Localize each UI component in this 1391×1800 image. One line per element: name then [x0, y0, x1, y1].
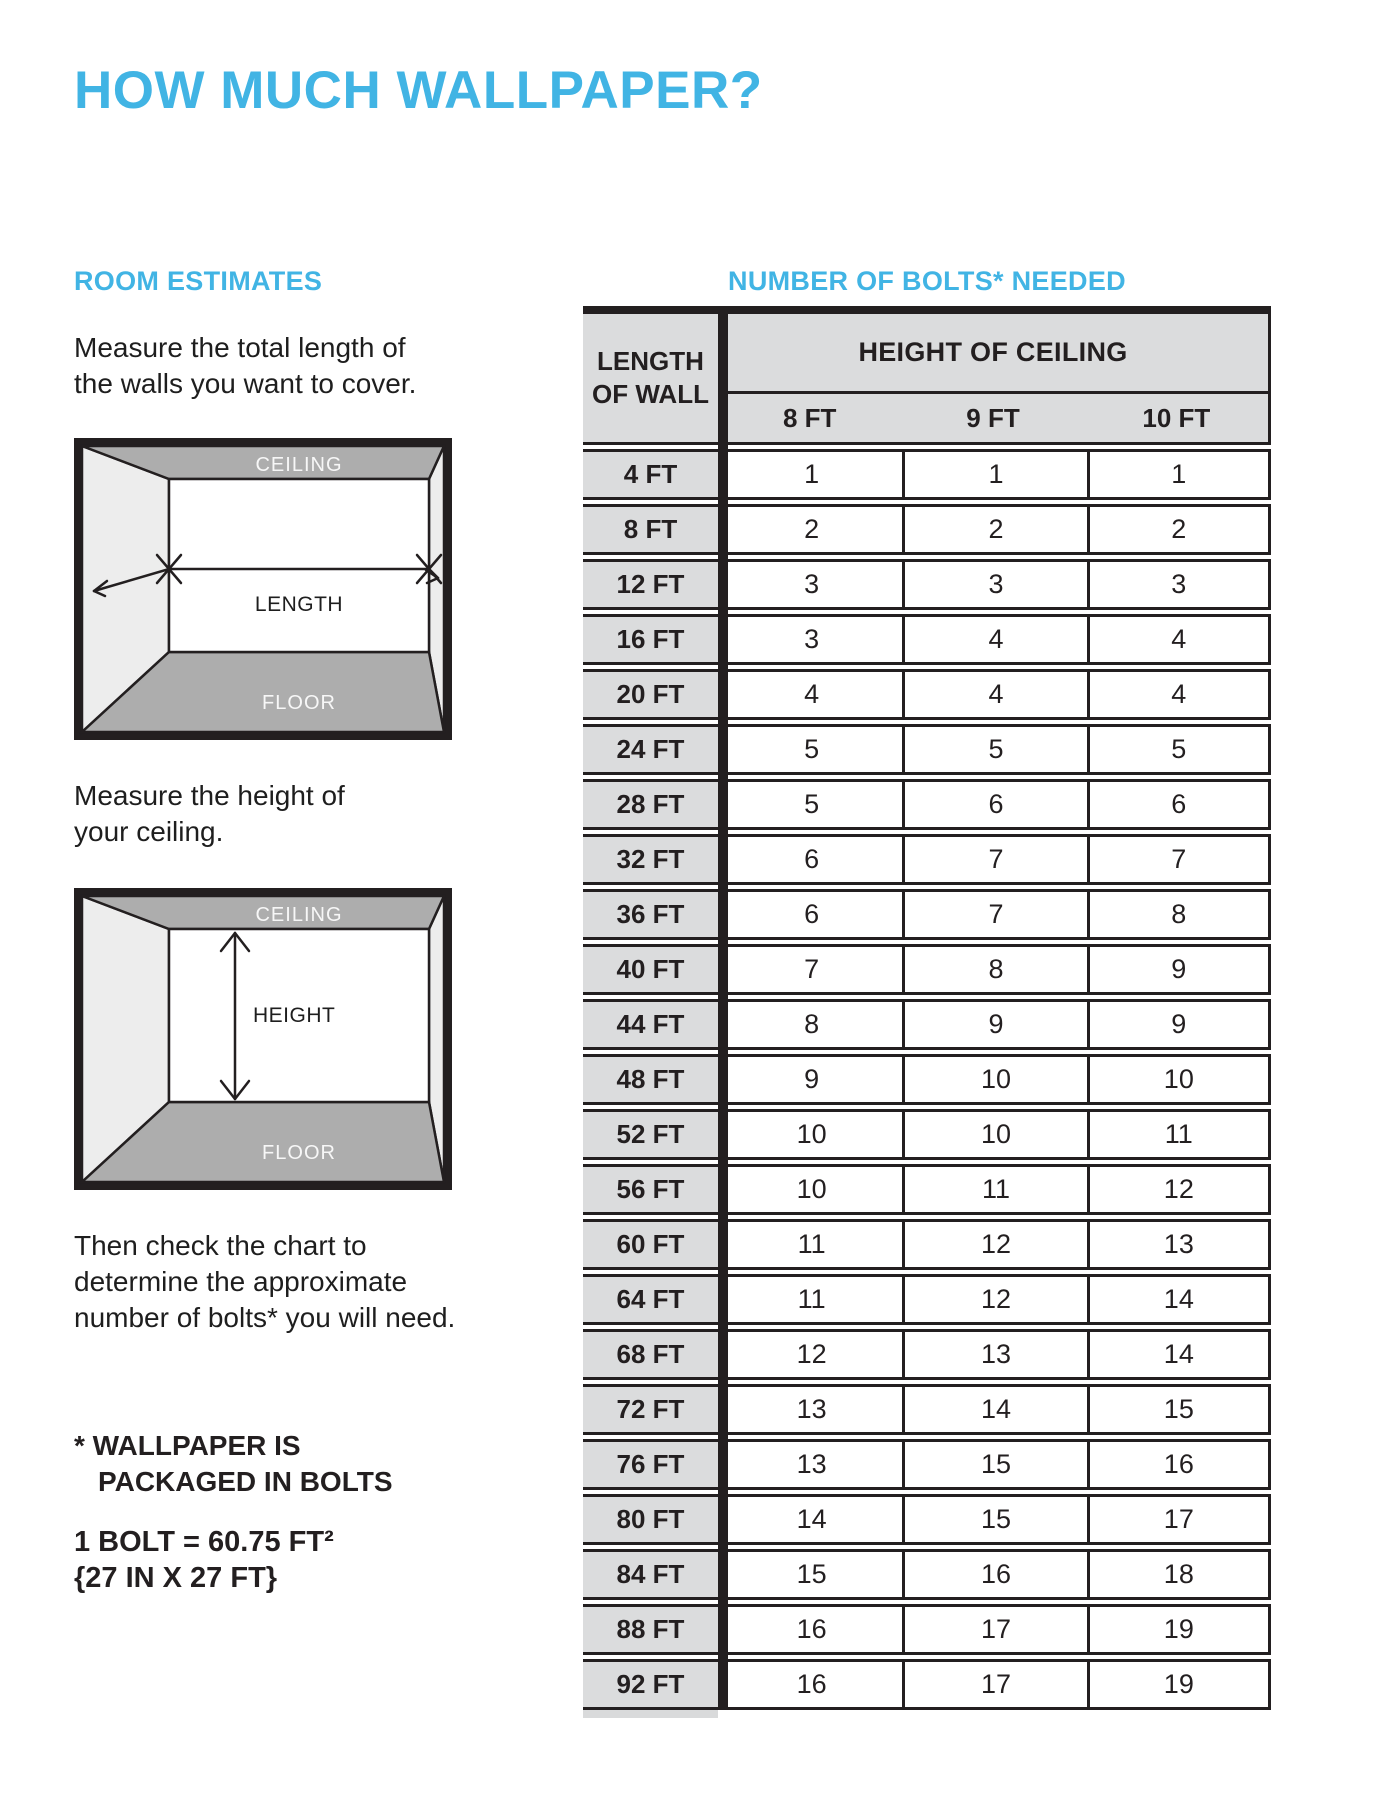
wall-length-label: 16 FT	[583, 617, 718, 662]
bolt-count-cell: 4	[902, 617, 1086, 662]
bolt-count-cell: 14	[718, 1497, 902, 1542]
table-row	[583, 1329, 1271, 1380]
bolt-count-cell: 2	[902, 507, 1086, 552]
wall-length-label: 92 FT	[583, 1662, 718, 1707]
bolt-count-cell: 17	[1087, 1497, 1271, 1542]
table-rows	[583, 449, 1271, 1710]
bolt-count-cell: 19	[1087, 1662, 1271, 1707]
bolt-footnote: * WALLPAPER IS PACKAGED IN BOLTS	[74, 1430, 393, 1497]
table-row	[583, 449, 1271, 500]
bolt-count-cell: 10	[718, 1112, 902, 1157]
bolt-count-cell: 14	[1087, 1277, 1271, 1322]
wall-length-label: 72 FT	[583, 1387, 718, 1432]
height-of-ceiling-header: HEIGHT OF CEILING	[718, 314, 1271, 394]
bolt-count-cell: 2	[1087, 507, 1271, 552]
bolt-count-cell: 16	[718, 1662, 902, 1707]
bolt-count-cell: 1	[718, 452, 902, 497]
page-title: HOW MUCH WALLPAPER?	[74, 61, 763, 120]
table-row	[583, 834, 1271, 885]
bolt-count-cell: 8	[718, 1002, 902, 1047]
table-row	[583, 559, 1271, 610]
bolt-count-cell: 8	[902, 947, 1086, 992]
bolt-count-cell: 12	[718, 1332, 902, 1377]
table-row	[583, 1659, 1271, 1710]
bolt-count-cell: 7	[1087, 837, 1271, 882]
bolt-count-cell: 9	[902, 1002, 1086, 1047]
bolt-count-cell: 9	[1087, 947, 1271, 992]
wall-length-label: 60 FT	[583, 1222, 718, 1267]
bolt-count-cell: 15	[1087, 1387, 1271, 1432]
room-estimates-heading: ROOM ESTIMATES	[74, 266, 323, 296]
bolt-formula: 1 BOLT = 60.75 FT²	[74, 1526, 334, 1558]
ceiling-label: CEILING	[255, 454, 343, 476]
bolt-count-cell: 14	[1087, 1332, 1271, 1377]
floor-label: FLOOR	[262, 1142, 336, 1164]
table-row	[583, 1384, 1271, 1435]
wall-length-label: 48 FT	[583, 1057, 718, 1102]
table-thick-divider	[718, 306, 728, 1710]
bolt-count-cell: 8	[1087, 892, 1271, 937]
wall-length-label: 84 FT	[583, 1552, 718, 1597]
table-row	[583, 999, 1271, 1050]
table-top-border	[583, 306, 1271, 314]
bolt-count-cell: 6	[718, 837, 902, 882]
wall-length-label: 24 FT	[583, 727, 718, 772]
wall-length-label: 32 FT	[583, 837, 718, 882]
bolt-count-cell: 10	[902, 1112, 1086, 1157]
bolt-count-cell: 6	[718, 892, 902, 937]
height-label: HEIGHT	[253, 1004, 336, 1027]
bolt-count-cell: 3	[718, 562, 902, 607]
wall-length-label: 88 FT	[583, 1607, 718, 1652]
table-row	[583, 669, 1271, 720]
table-row	[583, 1274, 1271, 1325]
bolt-count-cell: 9	[1087, 1002, 1271, 1047]
bolt-count-cell: 4	[1087, 617, 1271, 662]
bolt-count-cell: 7	[902, 837, 1086, 882]
bolt-count-cell: 10	[902, 1057, 1086, 1102]
bolts-needed-heading: NUMBER OF BOLTS* NEEDED	[728, 266, 1126, 296]
bolt-count-cell: 15	[902, 1442, 1086, 1487]
wall-length-label: 4 FT	[583, 452, 718, 497]
room-height-diagram	[74, 888, 452, 1190]
bolt-count-cell: 2	[718, 507, 902, 552]
bolt-count-cell: 5	[718, 782, 902, 827]
bolt-count-cell: 11	[902, 1167, 1086, 1212]
table-row	[583, 1439, 1271, 1490]
bolt-count-cell: 13	[718, 1442, 902, 1487]
bolt-count-cell: 5	[1087, 727, 1271, 772]
table-row	[583, 1054, 1271, 1105]
wall-length-label: 80 FT	[583, 1497, 718, 1542]
wall-length-label: 64 FT	[583, 1277, 718, 1322]
bolt-count-cell: 5	[902, 727, 1086, 772]
bolt-count-cell: 19	[1087, 1607, 1271, 1652]
bolt-count-cell: 13	[902, 1332, 1086, 1377]
bolt-count-cell: 6	[902, 782, 1086, 827]
wall-length-label: 56 FT	[583, 1167, 718, 1212]
wall-length-label: 68 FT	[583, 1332, 718, 1377]
table-header	[583, 314, 1271, 445]
check-chart-instruction: Then check the chart to determine the approximate number of bolts* you will need.	[74, 1230, 456, 1333]
ceiling-height-columns	[718, 394, 1271, 445]
table-row	[583, 944, 1271, 995]
bolt-count-cell: 14	[902, 1387, 1086, 1432]
bolt-count-cell: 16	[902, 1552, 1086, 1597]
bolt-count-cell: 17	[902, 1662, 1086, 1707]
wall-length-label: 76 FT	[583, 1442, 718, 1487]
bolt-count-cell: 9	[718, 1057, 902, 1102]
bolt-size-info	[74, 1524, 334, 1596]
length-of-wall-header: LENGTH OF WALL	[583, 314, 718, 445]
bolt-count-cell: 12	[902, 1222, 1086, 1267]
bolt-count-cell: 7	[902, 892, 1086, 937]
table-row	[583, 1109, 1271, 1160]
measure-height-instruction: Measure the height of your ceiling.	[74, 780, 345, 847]
wall-length-label: 52 FT	[583, 1112, 718, 1157]
bolt-count-cell: 15	[718, 1552, 902, 1597]
bolt-count-cell: 11	[718, 1277, 902, 1322]
ceiling-height-column-header: 9 FT	[966, 402, 1020, 433]
table-row	[583, 614, 1271, 665]
bolt-count-cell: 13	[718, 1387, 902, 1432]
wall-length-label: 44 FT	[583, 1002, 718, 1047]
table-row	[583, 1494, 1271, 1545]
bolt-count-cell: 4	[718, 672, 902, 717]
ceiling-label: CEILING	[255, 904, 343, 926]
bolt-count-cell: 11	[718, 1222, 902, 1267]
ceiling-height-column-header: 8 FT	[782, 402, 837, 433]
bolt-count-cell: 4	[902, 672, 1086, 717]
length-label: LENGTH	[254, 593, 344, 616]
room-length-diagram	[74, 438, 452, 740]
bolt-count-cell: 7	[718, 947, 902, 992]
table-row	[583, 724, 1271, 775]
bolt-count-cell: 4	[1087, 672, 1271, 717]
wall-length-label: 40 FT	[583, 947, 718, 992]
wall-length-label: 36 FT	[583, 892, 718, 937]
wall-length-label: 28 FT	[583, 782, 718, 827]
table-row	[583, 504, 1271, 555]
bolt-count-cell: 12	[902, 1277, 1086, 1322]
bolts-table	[583, 306, 1271, 1718]
table-row	[583, 889, 1271, 940]
bolt-count-cell: 11	[1087, 1112, 1271, 1157]
bolt-count-cell: 15	[902, 1497, 1086, 1542]
ceiling-height-column-header: 10 FT	[1142, 402, 1211, 433]
back-wall	[169, 479, 429, 652]
bolt-count-cell: 3	[1087, 562, 1271, 607]
floor-label: FLOOR	[262, 692, 336, 714]
table-row	[583, 1219, 1271, 1270]
bolt-count-cell: 3	[718, 617, 902, 662]
bolt-count-cell: 13	[1087, 1222, 1271, 1267]
bolt-count-cell: 16	[1087, 1442, 1271, 1487]
bolt-count-cell: 18	[1087, 1552, 1271, 1597]
bolt-count-cell: 10	[718, 1167, 902, 1212]
bolt-count-cell: 5	[718, 727, 902, 772]
bolt-count-cell: 1	[1087, 452, 1271, 497]
table-row	[583, 1164, 1271, 1215]
wall-length-label: 8 FT	[583, 507, 718, 552]
bolt-count-cell: 3	[902, 562, 1086, 607]
bolt-count-cell: 6	[1087, 782, 1271, 827]
table-footer-tab	[583, 1710, 718, 1718]
table-row	[583, 779, 1271, 830]
table-row	[583, 1549, 1271, 1600]
bolt-count-cell: 10	[1087, 1057, 1271, 1102]
bolt-dimensions: {27 IN X 27 FT}	[74, 1562, 278, 1594]
table-row	[583, 1604, 1271, 1655]
bolt-count-cell: 16	[718, 1607, 902, 1652]
bolt-count-cell: 1	[902, 452, 1086, 497]
bolt-count-cell: 17	[902, 1607, 1086, 1652]
wall-length-label: 12 FT	[583, 562, 718, 607]
measure-length-instruction: Measure the total length of the walls you want to cover.	[74, 332, 417, 399]
wall-length-label: 20 FT	[583, 672, 718, 717]
bolt-count-cell: 12	[1087, 1167, 1271, 1212]
